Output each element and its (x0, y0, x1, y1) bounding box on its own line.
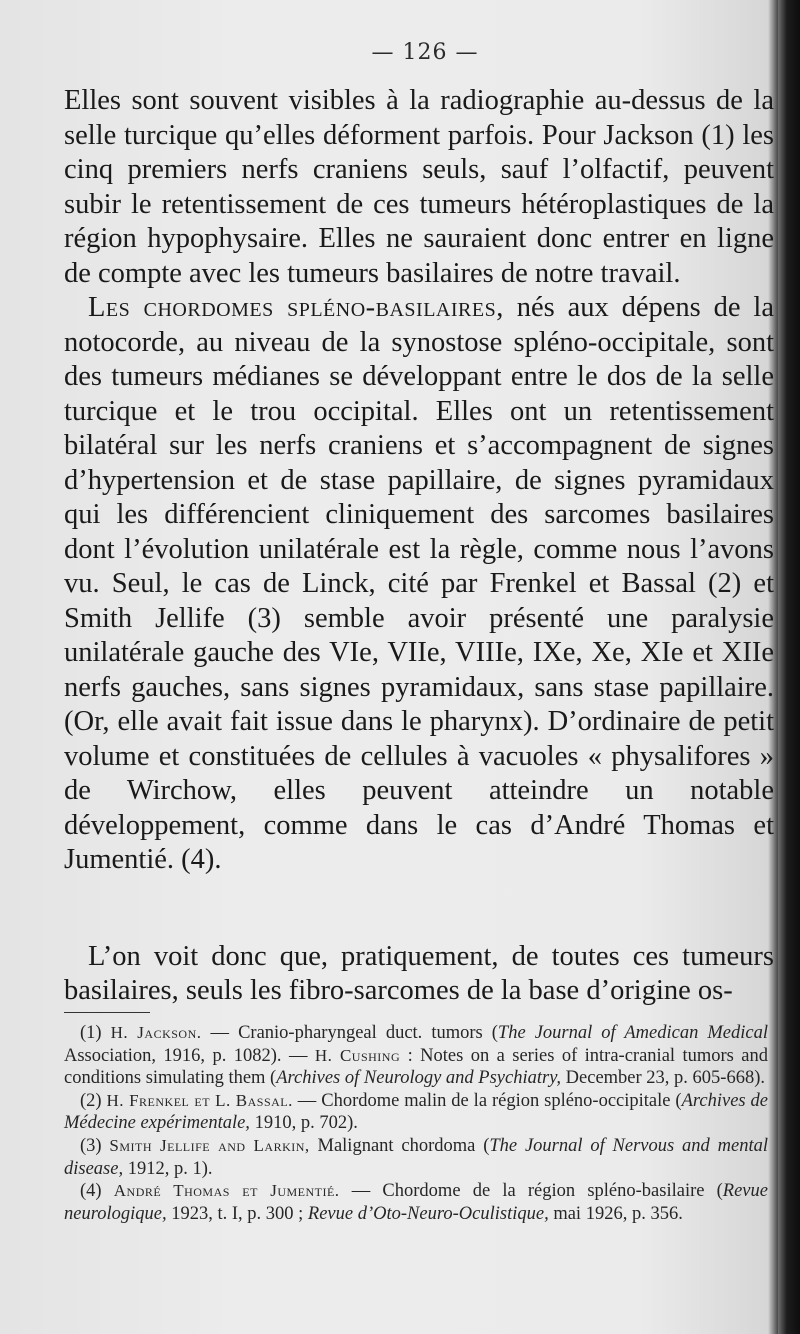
author-name: H. Frenkel et L. Bassal. (106, 1090, 293, 1110)
footnote-3: (3) Smith Jellife and Larkin, Malignant chordoma (The Journal of Nervous and mental disease, 1912, p. 1). (64, 1135, 768, 1179)
journal-title: The Journal of Nervous and mental disease, (64, 1135, 768, 1179)
author-name: H. Jackson. (110, 1023, 202, 1042)
journal-title: Revue d’Oto-Neuro-Oculistique, (307, 1203, 549, 1224)
footnotes (64, 1022, 768, 1225)
page-number: — 126 — (371, 40, 479, 65)
paragraph-2 (64, 291, 774, 878)
footnote-rule (64, 1012, 150, 1013)
paragraph-3: L’on voit donc que, pratiquement, de toutes ces tumeurs basilaires, seuls les fibro-sarcomes de la base d’origine os- (64, 940, 774, 1006)
journal-title: Revue neurologique, (64, 1181, 768, 1224)
journal-title: Archives of Neurology and Psychiatry, (276, 1068, 562, 1089)
section-lead: Les chordomes spléno-basilaires, (88, 292, 504, 323)
footnote-4: (4) André Thomas et Jumentié. — Chordome de la région spléno-basilaire (Revue neurologique, 1923, t. I, p. 300 ; Revue d’Oto-Neuro-Oculistique, mai 1926, p. 356. (64, 1181, 768, 1224)
author-name: André Thomas et Jumentié. (113, 1181, 340, 1201)
paragraph-gap (64, 878, 774, 940)
footnote-1: (1) H. Jackson. — Cranio-pharyngeal duct. tumors (The Journal of Amedican Medical Association, 1916, p. 1082). — H. Cushing : Notes on a series of intra-cranial tumors and conditions simulating them (Archives of Neurology and Psychiatry, December 23, p. 605-668). (64, 1023, 769, 1089)
author-name: H. Cushing (314, 1045, 401, 1065)
paragraph-1: Elles sont souvent visibles à la radiographie au-dessus de la selle turcique qu’elles déforment parfois. Pour Jackson (1) les cinq premiers nerfs craniens seuls, sauf l’olfactif, peuvent subir le retentissement de ces tumeurs hétéroplastiques de la région hypophysaire. Elles ne sauraient donc entrer en ligne de compte avec les tumeurs basilaires de notre travail. (64, 85, 774, 289)
paragraph-2-text: nés aux dépens de la notocorde, au niveau de la synostose spléno-occipitale, sont des tumeurs médianes se développant entre le dos de la selle turcique et le trou occipital. Elles ont un retentissement bilatéral sur les nerfs craniens et s’accompagnent de signes d’hypertension et de stase papillaire, de signes pyramidaux qui les différencient cliniquement des sarcomes basilaires dont l’évolution unilatérale est la règle, comme nous l’avons vu. Seul, le cas de Linck, cité par Frenkel et Bassal (2) et Smith Jellife (3) semble avoir présenté une paralysie unilatérale gauche des VIe, VIIe, VIIIe, IXe, Xe, XIe et XIIe nerfs gauches, sans signes pyramidaux, sans stase papillaire. (Or, elle avait fait issue dans le pharynx). D’ordinaire de petit volume et constituées de cellules à vacuoles « physalifores » de Wirchow, elles peuvent atteindre un notable développement, comme dans le cas d’André Thomas et Jumentié. (4). (64, 292, 775, 875)
author-name: Smith Jellife and Larkin, (109, 1135, 310, 1155)
book-binding-edge (778, 0, 800, 1334)
journal-title: Archives de Médecine expérimentale, (64, 1090, 769, 1134)
body-text (64, 84, 774, 1009)
footnote-2: (2) H. Frenkel et L. Bassal. — Chordome malin de la région spléno-occipitale (Archives de Médecine expérimentale, 1910, p. 702). (64, 1090, 769, 1134)
journal-title: The Journal of Amedican Medical (497, 1023, 769, 1043)
